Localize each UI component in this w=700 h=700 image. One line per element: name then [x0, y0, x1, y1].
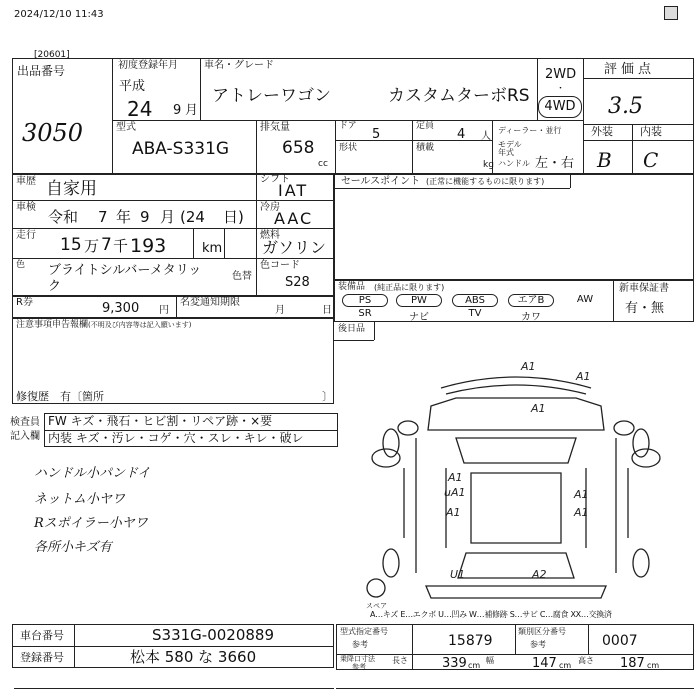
- capacity: 4: [457, 127, 466, 142]
- type-code-sub: 参考: [352, 640, 368, 649]
- handwritten-note-3: Rスポイラー小ヤワ: [34, 516, 148, 531]
- displacement-unit: cc: [318, 159, 328, 169]
- shift-value: IAT: [278, 181, 309, 200]
- handwritten-note-1: ハンドル小パンドイ: [34, 466, 151, 481]
- inspector-row-1: FW キズ・飛石・ヒビ割・リペア跡・×要: [48, 414, 273, 428]
- model-year-label: モデル年式: [498, 140, 522, 157]
- inspector-label-2: 記入欄: [10, 431, 40, 442]
- dims-length: 339: [442, 656, 467, 671]
- damage-mark-10: A2: [532, 568, 547, 581]
- equipment-note: (純正品に限ります): [374, 283, 445, 292]
- equipment-label: 装備品: [338, 282, 366, 292]
- history-value: 自家用: [46, 179, 97, 199]
- class-code-value: 0007: [602, 633, 638, 649]
- first-reg-label: 初度登録年月: [118, 60, 178, 71]
- lot-label: 出品番号: [17, 64, 66, 78]
- chassis-value: S331G-0020889: [152, 626, 274, 644]
- tax-day-unit: 日: [322, 305, 332, 316]
- damage-mark-4: A1: [448, 471, 463, 484]
- chassis-label: 車台番号: [20, 629, 64, 642]
- model-type-label: 型式: [116, 122, 136, 133]
- tax-month-unit: 月: [275, 305, 285, 316]
- car-grade: カスタムターボRS: [388, 86, 530, 106]
- color-label: 色: [16, 260, 26, 270]
- aircon-value: AAC: [274, 209, 314, 228]
- roof-outline: [471, 473, 561, 543]
- color-code: S28: [285, 275, 310, 290]
- notes-label: 注意事項申告報欄: [16, 320, 89, 330]
- lot-number: 3050: [22, 119, 84, 147]
- front-bumper-outline: [441, 377, 591, 388]
- rear-bumper-outline: [426, 586, 606, 598]
- dims-height-unit: cm: [647, 661, 660, 670]
- displacement-label: 排気量: [260, 122, 290, 133]
- dims-length-label: 長さ: [392, 656, 408, 665]
- damage-mark-5: uA1: [444, 486, 466, 499]
- repair-value: 有〔箇所: [60, 390, 104, 403]
- color-value-1: ブライトシルバーメタリッ: [48, 263, 202, 278]
- inspector-label-1: 検査員: [10, 417, 40, 428]
- dims-label: 乗降口寸法: [340, 655, 375, 663]
- shape-label: 形状: [339, 143, 358, 153]
- mileage-man: 15: [60, 235, 82, 255]
- dims-width: 147: [532, 656, 557, 671]
- warranty-label: 新車保証書: [619, 283, 669, 294]
- handwritten-note-2: ネットム小ヤワ: [34, 492, 126, 507]
- aircon-label: 冷房: [260, 202, 280, 213]
- mileage-label: 走行: [16, 230, 36, 241]
- aftermarket-label: 後日品: [338, 324, 366, 334]
- mileage-unit: km: [202, 241, 223, 256]
- inspector-row-2: 内装 キズ・汚レ・コゲ・穴・スレ・キレ・破レ: [48, 431, 304, 445]
- notes-sub: (不明及び内容等は記入願います): [88, 321, 192, 329]
- displacement: 658: [282, 138, 315, 158]
- score-value: 3.5: [608, 94, 643, 119]
- first-reg-year: 24: [127, 97, 153, 121]
- inspection-year-unit: 年: [116, 208, 132, 226]
- doors: 5: [372, 127, 381, 142]
- class-code-sub: 参考: [530, 640, 546, 649]
- capacity-unit: 人: [481, 131, 491, 142]
- hood-outline: [428, 398, 604, 430]
- corner-mark: [664, 6, 678, 20]
- load-unit: kg: [483, 160, 494, 170]
- interior-grade: C: [643, 148, 659, 172]
- inspection-era: 令和: [48, 208, 79, 226]
- recycle-value: 9,300: [102, 301, 140, 316]
- interior-label: 内装: [640, 125, 662, 138]
- equipment-item: TV: [468, 308, 482, 319]
- dims-width-unit: cm: [559, 661, 572, 670]
- score-label: 評価点: [604, 62, 656, 77]
- handwritten-note-4: 各所小キズ有: [34, 540, 112, 555]
- dims-sub: 参考: [352, 663, 366, 671]
- drive-4wd: 4WD: [538, 96, 582, 118]
- equipment-item: SR: [358, 308, 372, 319]
- class-code-label: 類別区分番号: [518, 627, 566, 636]
- first-reg-era: 平成: [119, 79, 146, 94]
- doors-label: ドア: [339, 121, 357, 131]
- inspection-day-unit: 日): [223, 208, 244, 226]
- dims-width-label: 幅: [486, 656, 494, 665]
- exterior-grade: B: [597, 148, 612, 172]
- first-reg-month-unit: 月: [185, 103, 199, 118]
- shift-label: シフト: [260, 174, 290, 185]
- recycle-row: [12, 296, 334, 318]
- color-code-label: 色コード: [260, 260, 300, 271]
- capacity-label: 定員: [416, 121, 435, 131]
- damage-mark-8: A1: [574, 506, 589, 519]
- timestamp: 2024/12/10 11:43: [14, 9, 104, 20]
- equipment-item: カワ: [521, 312, 541, 323]
- fuel-value: ガソリン: [262, 238, 327, 257]
- damage-mark-1: A1: [521, 360, 536, 373]
- handle-value: 左・右: [535, 156, 575, 171]
- first-reg-month: 9: [173, 103, 182, 118]
- exterior-label: 外装: [591, 125, 613, 138]
- repair-end: 〕: [322, 390, 333, 403]
- repair-label: 修復歴: [16, 390, 49, 403]
- type-code-label: 型式指定番号: [340, 627, 388, 636]
- equipment-item: ナビ: [409, 312, 429, 323]
- plate-value: 松本 580 な 3660: [130, 648, 257, 666]
- type-code-value: 15879: [448, 633, 493, 649]
- lot-code: [20601]: [34, 50, 70, 60]
- inspection-day: (24: [180, 208, 205, 226]
- mileage-sen: 7: [101, 235, 112, 255]
- handle-label: ハンドル: [498, 159, 530, 168]
- damage-legend: A…キズ E…エクボ U…凹み W…補修跡 S…サビ C…腐食 XX…交換済: [370, 610, 612, 619]
- equipment-item: PS: [342, 294, 388, 307]
- model-type: ABA-S331G: [132, 139, 230, 159]
- history-label: 車歴: [16, 176, 36, 187]
- load-label: 積載: [416, 143, 435, 153]
- damage-mark-6: A1: [574, 488, 589, 501]
- damage-mark-9: U1: [450, 568, 466, 581]
- mileage-man-unit: 万: [84, 237, 100, 255]
- selling-points-box: [334, 174, 694, 280]
- top-section: [12, 58, 694, 174]
- selling-points-label: セールスポイント: [341, 176, 421, 187]
- equipment-item: ABS: [452, 294, 498, 307]
- fuel-label: 燃料: [260, 230, 280, 241]
- spare-label: スペア: [366, 602, 387, 610]
- equipment-item: エアB: [508, 294, 554, 307]
- mileage-rest: 193: [130, 235, 167, 257]
- mileage-sen-unit: 千: [113, 237, 129, 255]
- tax-label: 名変通知期限: [180, 297, 240, 308]
- dims-length-unit: cm: [468, 661, 481, 670]
- warranty-value: 有・無: [625, 301, 665, 316]
- color-swap-label: 色替: [232, 271, 252, 282]
- drive-2wd: 2WD: [545, 67, 577, 82]
- damage-mark-2: A1: [576, 370, 591, 383]
- inspection-month-unit: 月: [160, 208, 176, 226]
- recycle-unit: 円: [159, 305, 169, 316]
- windshield-outline: [456, 438, 576, 463]
- equipment-item: PW: [396, 294, 442, 307]
- damage-mark-7: A1: [446, 506, 461, 519]
- inspection-year: 7: [98, 208, 108, 226]
- inspection-month: 9: [140, 208, 150, 226]
- color-value-2: ク: [48, 279, 62, 294]
- dealer-label: ディーラー・並行: [498, 126, 562, 135]
- damage-mark-3: A1: [531, 402, 546, 415]
- bottom-edge-right: [336, 688, 694, 699]
- inspection-label: 車検: [16, 202, 36, 213]
- equipment-item: AW: [576, 294, 594, 305]
- dims-height-label: 高さ: [578, 656, 594, 665]
- recycle-label: R券: [16, 297, 33, 308]
- bottom-edge-left: [14, 688, 334, 699]
- selling-points-note: (正常に機能するものに限ります): [426, 177, 545, 186]
- car-damage-diagram: [346, 348, 686, 610]
- drive-separator: ・: [556, 84, 566, 94]
- car-name: アトレーワゴン: [212, 86, 331, 106]
- dims-height: 187: [620, 656, 645, 671]
- car-name-label: 車名・グレード: [204, 60, 274, 71]
- plate-label: 登録番号: [20, 651, 64, 664]
